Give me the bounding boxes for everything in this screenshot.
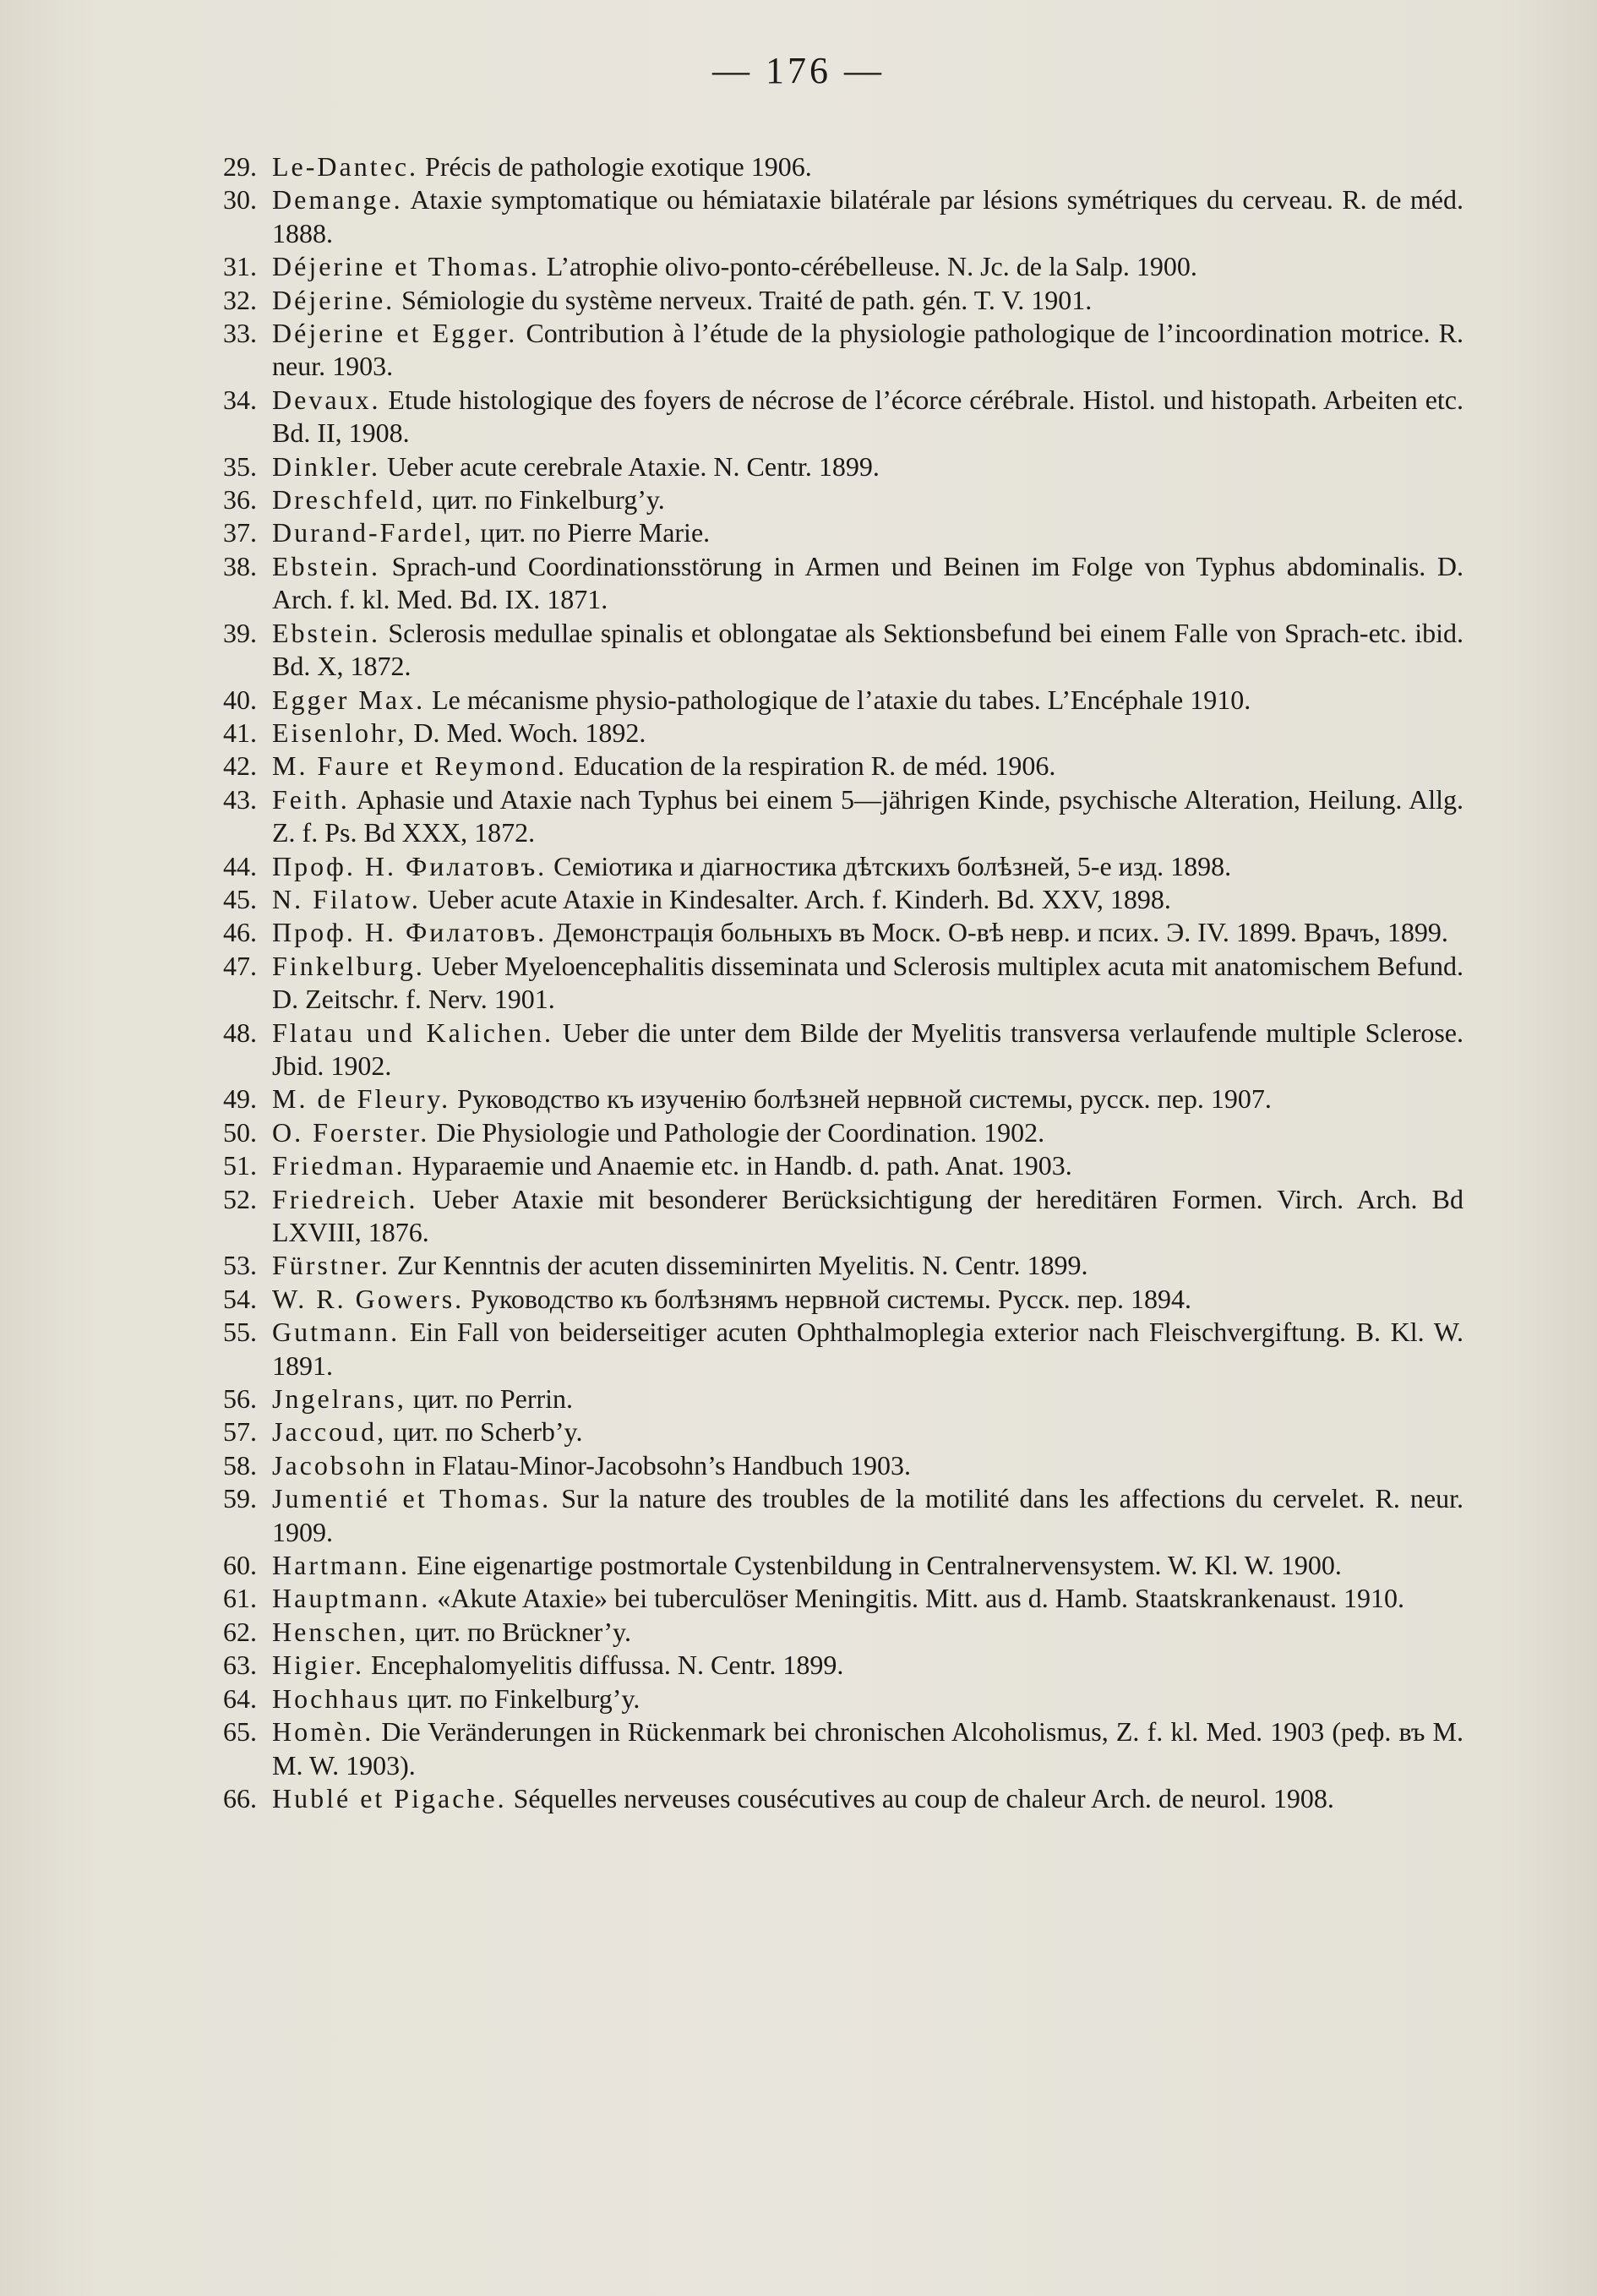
reference-item bbox=[196, 1149, 1463, 1182]
reference-author: M. de Fleury. bbox=[272, 1083, 451, 1115]
reference-author: Flatau und Kalichen. bbox=[272, 1017, 553, 1048]
reference-text: in Flatau-Minor-Jacobsohn’s Handbuch 1903. bbox=[407, 1449, 912, 1481]
reference-author: Hartmann. bbox=[272, 1550, 410, 1581]
reference-item bbox=[196, 1682, 1463, 1715]
reference-number: 44. bbox=[223, 850, 257, 881]
reference-item bbox=[196, 883, 1463, 916]
reference-author: Проф. Н. Филатовъ. bbox=[272, 850, 548, 881]
reference-number: 31. bbox=[223, 251, 257, 282]
reference-text: Ataxie symptomatique ou hémiataxie bilatérale par lésions symétriques du cerveau. R. de méd. 1888. bbox=[272, 184, 1463, 248]
reference-item bbox=[196, 483, 1463, 516]
reference-item bbox=[196, 516, 1463, 549]
reference-number: 65. bbox=[223, 1716, 257, 1748]
reference-author: W. R. Gowers. bbox=[272, 1283, 465, 1314]
reference-text: Hyparaemie und Anaemie etc. in Handb. d. path. Anat. 1903. bbox=[405, 1150, 1072, 1181]
reference-item bbox=[196, 617, 1463, 684]
reference-number: 43. bbox=[223, 783, 257, 815]
reference-number: 59. bbox=[223, 1483, 257, 1514]
reference-item bbox=[196, 150, 1463, 183]
reference-number: 48. bbox=[223, 1017, 257, 1048]
reference-text: Семіотика и діагностика дѣтскихъ болѣзней, 5-е изд. 1898. bbox=[547, 850, 1232, 881]
reference-text: «Akute Ataxie» bei tuberculöser Meningitis. Mitt. aus d. Hamb. Staatskrankenaust. 1910. bbox=[430, 1583, 1404, 1614]
reference-number: 58. bbox=[223, 1449, 257, 1481]
reference-text: Die Veränderungen in Rückenmark bei chronischen Alcoholismus, Z. f. kl. Med. 1903 (реф. въ M. M. W. 1903). bbox=[272, 1716, 1463, 1781]
reference-number: 35. bbox=[223, 450, 257, 482]
reference-text: цит. по Scherb’y. bbox=[386, 1416, 583, 1448]
reference-item bbox=[196, 1415, 1463, 1448]
reference-item bbox=[196, 1582, 1463, 1615]
reference-author: Gutmann. bbox=[272, 1317, 401, 1348]
reference-number: 61. bbox=[223, 1583, 257, 1614]
reference-text: Aphasie und Ataxie nach Typhus bei einem 5—jährigen Kinde, psychische Alteration, Heilung. Allg. Z. f. Ps. Bd XXX, 1872. bbox=[272, 783, 1463, 848]
reference-number: 49. bbox=[223, 1083, 257, 1115]
reference-item bbox=[196, 1449, 1463, 1482]
reference-number: 62. bbox=[223, 1616, 257, 1647]
reference-number: 51. bbox=[223, 1150, 257, 1181]
reference-author: Проф. Н. Филатовъ. bbox=[272, 917, 548, 948]
reference-text: Ueber Myeloencephalitis disseminata und Sclerosis multiplex acuta mit anatomischem Befund. D. Zeitschr. f. Nerv. 1901. bbox=[272, 950, 1463, 1015]
reference-author: Friedman. bbox=[272, 1150, 406, 1181]
reference-number: 36. bbox=[223, 484, 257, 515]
reference-text: Eine eigenartige postmortale Cystenbildung in Centralnervensystem. W. Kl. W. 1900. bbox=[409, 1550, 1342, 1581]
reference-author: Déjerine. bbox=[272, 284, 395, 315]
reference-author: Hauptmann. bbox=[272, 1583, 431, 1614]
reference-author: Jumentié et Thomas. bbox=[272, 1483, 552, 1514]
reference-text: Zur Kenntnis der acuten disseminirten Myelitis. N. Centr. 1899. bbox=[390, 1250, 1088, 1281]
reference-author: Eisenlohr, bbox=[272, 717, 407, 748]
reference-author: M. Faure et Reymond. bbox=[272, 750, 567, 782]
reference-number: 45. bbox=[223, 883, 257, 914]
reference-text: Contribution à l’étude de la physiologie pathologique de l’incoordination motrice. R. neur. 1903. bbox=[272, 318, 1464, 382]
reference-author: Déjerine et Egger. bbox=[272, 318, 518, 349]
reference-text: Sprach-und Coordinationsstörung in Armen und Beinen im Folge von Typhus abdominalis. D. Arch. f. kl. Med. Bd. IX. 1871. bbox=[272, 550, 1463, 615]
reference-text: Sur la nature des troubles de la motilité dans les affections du cervelet. R. neur. 1909. bbox=[272, 1483, 1464, 1547]
reference-number: 57. bbox=[223, 1416, 257, 1448]
reference-text: Ueber acute cerebrale Ataxie. N. Centr. 1899. bbox=[379, 450, 880, 482]
reference-item bbox=[196, 1383, 1463, 1415]
reference-list bbox=[196, 150, 1463, 1815]
reference-number: 46. bbox=[223, 917, 257, 948]
reference-number: 56. bbox=[223, 1383, 257, 1415]
reference-text: Ein Fall von beiderseitiger acuten Ophthalmoplegia exterior nach Fleischvergiftung. B. Kl. W. 1891. bbox=[272, 1317, 1463, 1381]
reference-number: 32. bbox=[223, 284, 257, 315]
reference-author: Fürstner. bbox=[272, 1250, 390, 1281]
reference-text: цит. по Pierre Marie. bbox=[473, 517, 711, 548]
page-number: — 176 — bbox=[712, 50, 885, 91]
reference-author: Feith. bbox=[272, 783, 350, 815]
reference-item bbox=[196, 183, 1463, 250]
reference-text: Séquelles nerveuses cousécutives au coup de chaleur Arch. de neurol. 1908. bbox=[506, 1782, 1334, 1813]
reference-item bbox=[196, 1116, 1463, 1149]
reference-author: Henschen, bbox=[272, 1616, 409, 1647]
reference-author: Devaux. bbox=[272, 384, 381, 415]
reference-text: L’atrophie olivo-ponto-cérébelleuse. N. Jc. de la Salp. 1900. bbox=[539, 251, 1197, 282]
reference-author: Dreschfeld, bbox=[272, 484, 426, 515]
reference-text: Le mécanisme physio-pathologique de l’ataxie du tabes. L’Encéphale 1910. bbox=[425, 684, 1251, 715]
reference-author: Egger Max. bbox=[272, 684, 426, 715]
reference-author: Déjerine et Thomas. bbox=[272, 251, 540, 282]
reference-text: Education de la respiration R. de méd. 1906. bbox=[566, 750, 1056, 782]
reference-item bbox=[196, 1283, 1463, 1316]
reference-text: Руководство къ изученію болѣзней нервной системы, русск. пер. 1907. bbox=[450, 1083, 1272, 1115]
reference-author: Hublé et Pigache. bbox=[272, 1782, 507, 1813]
reference-author: Le-Dantec. bbox=[272, 151, 419, 182]
reference-text: Encephalomyelitis diffussa. N. Centr. 1899. bbox=[363, 1650, 844, 1681]
reference-author: Durand-Fardel, bbox=[272, 517, 474, 548]
reference-item bbox=[196, 1549, 1463, 1582]
reference-author: Jngelrans, bbox=[272, 1383, 406, 1415]
reference-text: цит. по Finkelburg’y. bbox=[400, 1682, 640, 1714]
reference-text: Précis de pathologie exotique 1906. bbox=[418, 151, 812, 182]
reference-text: Ueber die unter dem Bilde der Myelitis transversa verlaufende multiple Sclerose. Jbid. 1902. bbox=[272, 1017, 1463, 1081]
reference-number: 55. bbox=[223, 1317, 257, 1348]
reference-text: цит. по Perrin. bbox=[406, 1383, 574, 1415]
reference-text: Sémiologie du système nerveux. Traité de path. gén. T. V. 1901. bbox=[395, 284, 1093, 315]
reference-item bbox=[196, 1083, 1463, 1115]
reference-item bbox=[196, 750, 1463, 783]
reference-author: Jacobsohn bbox=[272, 1449, 408, 1481]
reference-number: 52. bbox=[223, 1183, 257, 1214]
reference-text: Etude histologique des foyers de nécrose de l’écorce cérébrale. Histol. und histopath. Arbeiten etc. Bd. II, 1908. bbox=[272, 384, 1463, 449]
reference-item bbox=[196, 550, 1463, 617]
reference-text: Руководство къ болѣзнямъ нервной системы. Русск. пер. 1894. bbox=[464, 1283, 1191, 1314]
reference-author: Homèn. bbox=[272, 1716, 374, 1748]
reference-number: 30. bbox=[223, 184, 257, 215]
reference-text: Die Physiologie und Pathologie der Coordination. 1902. bbox=[429, 1116, 1045, 1148]
reference-item bbox=[196, 1482, 1463, 1549]
reference-item bbox=[196, 950, 1463, 1017]
reference-item bbox=[196, 850, 1463, 883]
reference-author: N. Filatow. bbox=[272, 883, 421, 914]
reference-author: Higier. bbox=[272, 1650, 364, 1681]
reference-number: 34. bbox=[223, 384, 257, 415]
reference-number: 54. bbox=[223, 1283, 257, 1314]
reference-text: Sclerosis medullae spinalis et oblongatae als Sektionsbefund bei einem Falle von Sprach-etc. ibid. Bd. X, 1872. bbox=[272, 617, 1463, 682]
reference-author: Ebstein. bbox=[272, 550, 380, 581]
reference-author: Finkelburg. bbox=[272, 950, 425, 981]
reference-author: O. Foerster. bbox=[272, 1116, 430, 1148]
reference-item bbox=[196, 250, 1463, 283]
reference-item bbox=[196, 1017, 1463, 1083]
reference-author: Dinkler. bbox=[272, 450, 380, 482]
reference-text: Ueber acute Ataxie in Kindesalter. Arch. f. Kinderh. Bd. XXV, 1898. bbox=[420, 883, 1171, 914]
reference-number: 37. bbox=[223, 517, 257, 548]
reference-item bbox=[196, 1782, 1463, 1815]
reference-number: 60. bbox=[223, 1550, 257, 1581]
reference-item bbox=[196, 1249, 1463, 1282]
reference-text: цит. по Brückner’y. bbox=[408, 1616, 631, 1647]
reference-item bbox=[196, 1649, 1463, 1682]
reference-text: D. Med. Woch. 1892. bbox=[406, 717, 646, 748]
reference-number: 38. bbox=[223, 550, 257, 581]
reference-number: 63. bbox=[223, 1650, 257, 1681]
reference-text: Ueber Ataxie mit besonderer Berücksichtigung der hereditären Formen. Virch. Arch. Bd LXVIII, 1876. bbox=[272, 1183, 1463, 1247]
reference-author: Ebstein. bbox=[272, 617, 380, 648]
reference-author: Demange. bbox=[272, 184, 403, 215]
reference-number: 33. bbox=[223, 318, 257, 349]
reference-item bbox=[196, 384, 1463, 450]
reference-item bbox=[196, 1183, 1463, 1250]
reference-number: 41. bbox=[223, 717, 257, 748]
reference-item bbox=[196, 684, 1463, 717]
reference-number: 66. bbox=[223, 1782, 257, 1813]
reference-number: 64. bbox=[223, 1682, 257, 1714]
reference-number: 42. bbox=[223, 750, 257, 782]
reference-item bbox=[196, 717, 1463, 750]
reference-number: 53. bbox=[223, 1250, 257, 1281]
reference-text: Демонстрація больныхъ въ Моск. О-вѣ невр. и псих. Э. IV. 1899. Врачъ, 1899. bbox=[547, 917, 1448, 948]
reference-author: Jaccoud, bbox=[272, 1416, 387, 1448]
reference-item bbox=[196, 916, 1463, 949]
reference-number: 47. bbox=[223, 950, 257, 981]
reference-text: цит. по Finkelburg’y. bbox=[425, 484, 665, 515]
reference-author: Hochhaus bbox=[272, 1682, 401, 1714]
reference-number: 50. bbox=[223, 1116, 257, 1148]
reference-author: Friedreich. bbox=[272, 1183, 418, 1214]
reference-item bbox=[196, 1616, 1463, 1649]
reference-item bbox=[196, 284, 1463, 317]
reference-number: 40. bbox=[223, 684, 257, 715]
reference-number: 39. bbox=[223, 617, 257, 648]
reference-item bbox=[196, 783, 1463, 850]
reference-item bbox=[196, 1715, 1463, 1782]
reference-item bbox=[196, 317, 1463, 384]
reference-item bbox=[196, 450, 1463, 483]
reference-number: 29. bbox=[223, 151, 257, 182]
reference-item bbox=[196, 1316, 1463, 1383]
